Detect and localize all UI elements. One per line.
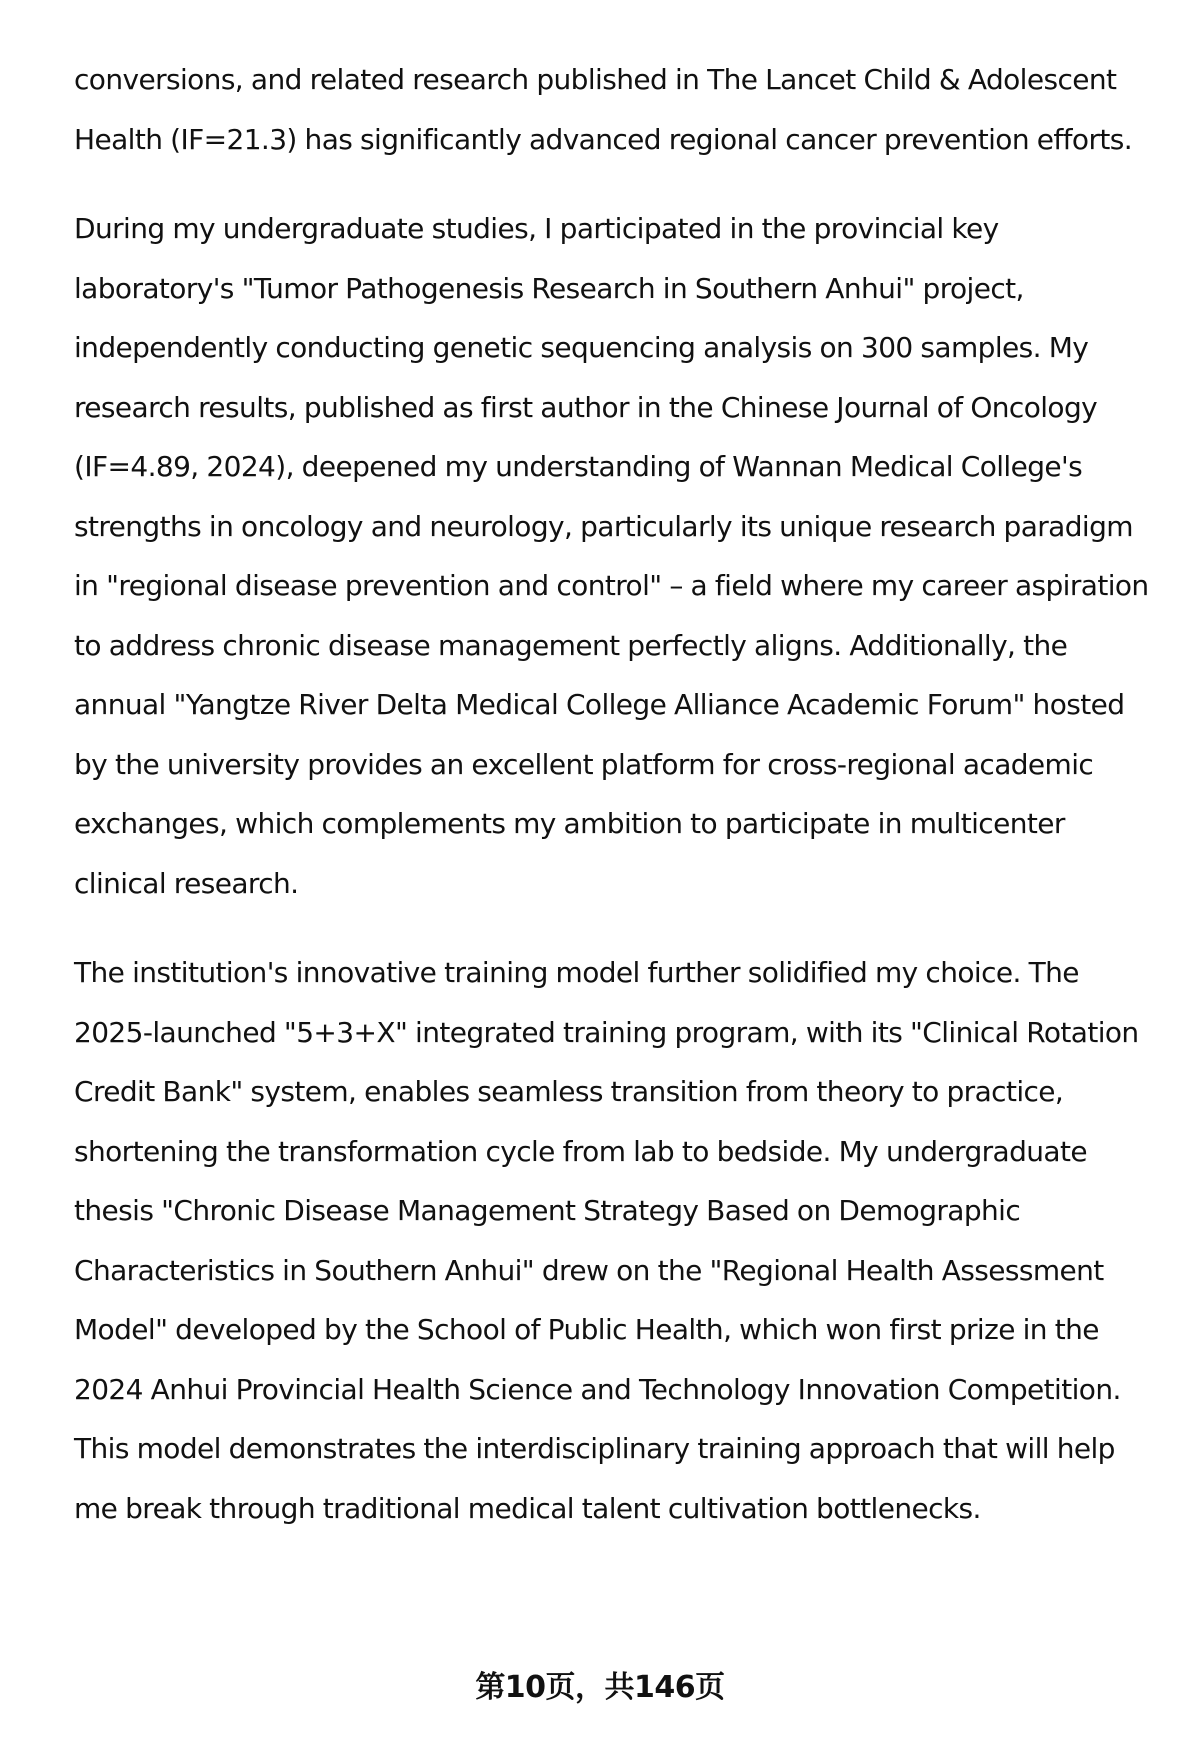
paragraph-3: The institution's innovative training model further solidified my choice. The 2025-launched "5+3+X" integrated training program, with its "Clinical Rotation Credit Bank" system, enables seamless transition from theory to practice, shortening the transformation cycle from lab to bedside. My undergraduate thesis "Chronic Disease Management Strategy Based on Demographic Characteristics in Southern Anhui" drew on the "Regional Health Assessment Model" developed by the School of Public Health, which won first prize in the 2024 Anhui Provincial Health Science and Technology Innovation Competition. This model demonstrates the interdisciplinary training approach that will help me break through traditional medical talent cultivation bottlenecks. [74,956,1139,1525]
paragraph-1: conversions, and related research published in The Lancet Child & Adolescent Health (IF=21.3) has significantly advanced regional cancer prevention efforts. [74,63,1133,156]
paragraph-2: During my undergraduate studies, I participated in the provincial key laboratory's "Tumor Pathogenesis Research in Southern Anhui" project, independently conducting genetic sequencing analysis on 300 samples. My research results, published as first author in the Chinese Journal of Oncology (IF=4.89, 2024), deepened my understanding of Wannan Medical College's strengths in oncology and neurology, particularly its unique research paradigm in "regional disease prevention and control" – a field where my career aspiration to address chronic disease management perfectly aligns. Additionally, the annual "Yangtze River Delta Medical College Alliance Academic Forum" hosted by the university provides an excellent platform for cross-regional academic exchanges, which complements my ambition to participate in multicenter clinical research. [74,212,1149,900]
document-body [74,50,1164,1568]
page-number-footer: 第10页，共146页 [475,1670,725,1705]
